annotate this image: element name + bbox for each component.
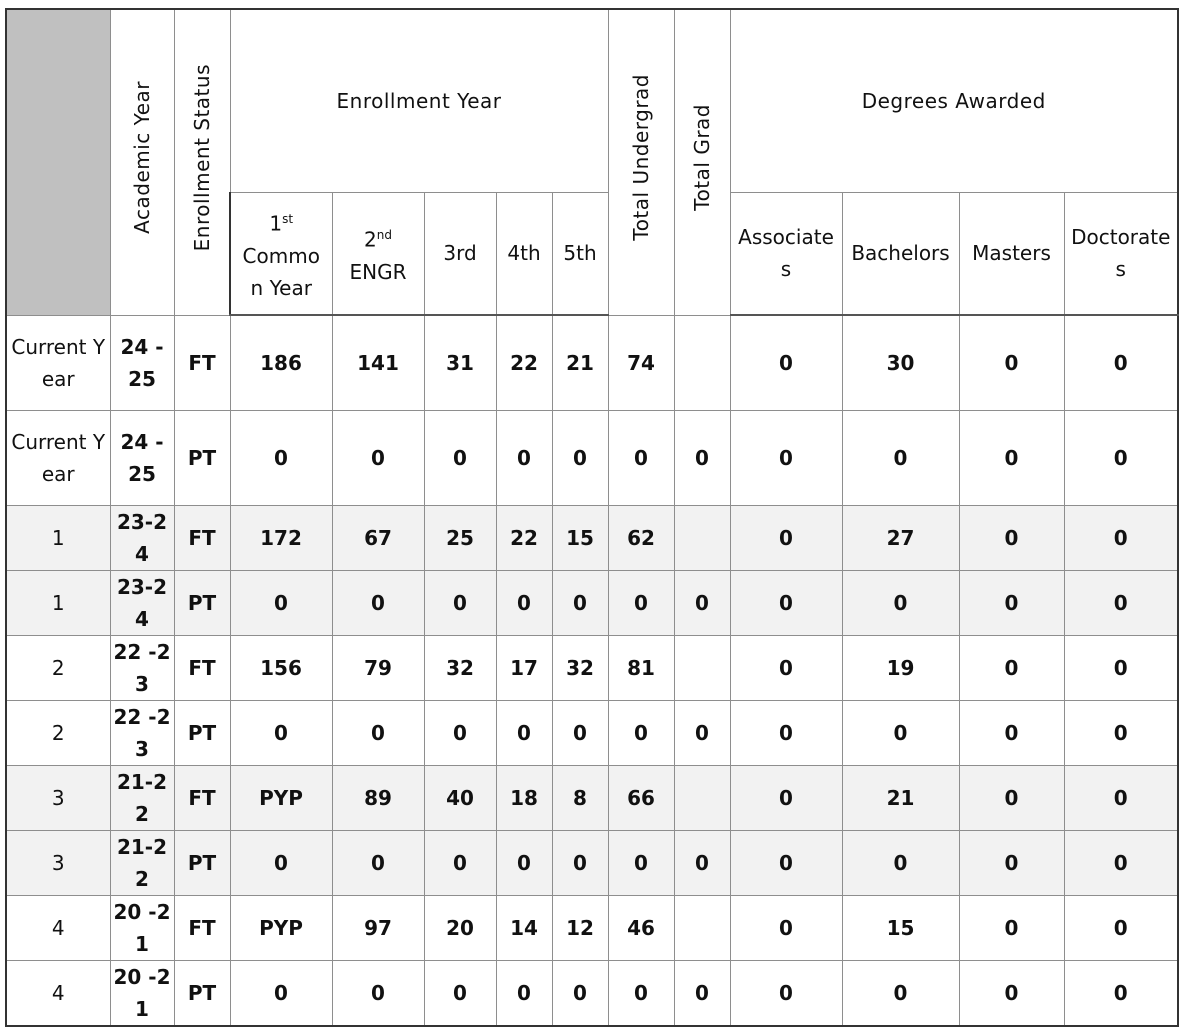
row-academic-year: 20 -21 xyxy=(110,960,174,1026)
cell-year3: 32 xyxy=(424,635,496,700)
doctorates-header: Doctorates xyxy=(1064,192,1178,315)
cell-associates: 0 xyxy=(730,410,842,505)
row-status: FT xyxy=(174,635,230,700)
total-grad-header: Total Grad xyxy=(674,9,730,315)
cell-doctorates: 0 xyxy=(1064,505,1178,570)
cell-associates: 0 xyxy=(730,765,842,830)
cell-bachelors: 0 xyxy=(842,570,959,635)
cell-year3: 25 xyxy=(424,505,496,570)
cell-masters: 0 xyxy=(959,410,1064,505)
cell-year2: 0 xyxy=(332,410,424,505)
cell-doctorates: 0 xyxy=(1064,570,1178,635)
cell-total-grad xyxy=(674,505,730,570)
cell-year4: 17 xyxy=(496,635,552,700)
cell-year4: 14 xyxy=(496,895,552,960)
row-label: 2 xyxy=(6,700,110,765)
cell-year5: 0 xyxy=(552,960,608,1026)
cell-year3: 0 xyxy=(424,570,496,635)
cell-year3: 31 xyxy=(424,315,496,410)
row-academic-year: 23-24 xyxy=(110,505,174,570)
cell-year4: 0 xyxy=(496,700,552,765)
row-status: FT xyxy=(174,895,230,960)
cell-year3: 0 xyxy=(424,830,496,895)
cell-bachelors: 15 xyxy=(842,895,959,960)
cell-year3: 40 xyxy=(424,765,496,830)
cell-bachelors: 0 xyxy=(842,410,959,505)
cell-total-undergrad: 66 xyxy=(608,765,674,830)
cell-year4: 0 xyxy=(496,960,552,1026)
cell-year4: 22 xyxy=(496,315,552,410)
cell-year2: 89 xyxy=(332,765,424,830)
cell-year2: 0 xyxy=(332,830,424,895)
row-status: FT xyxy=(174,505,230,570)
cell-year2: 79 xyxy=(332,635,424,700)
fourth-year-header: 4th xyxy=(496,192,552,315)
cell-year2: 97 xyxy=(332,895,424,960)
cell-doctorates: 0 xyxy=(1064,410,1178,505)
cell-year4: 0 xyxy=(496,410,552,505)
academic-year-header: Academic Year xyxy=(110,9,174,315)
row-label: Current Year xyxy=(6,410,110,505)
enrollment-degrees-table xyxy=(5,8,1179,1027)
cell-total-grad xyxy=(674,765,730,830)
table-row xyxy=(6,505,1178,570)
cell-associates: 0 xyxy=(730,960,842,1026)
cell-associates: 0 xyxy=(730,315,842,410)
cell-bachelors: 0 xyxy=(842,960,959,1026)
cell-total-undergrad: 62 xyxy=(608,505,674,570)
row-status: FT xyxy=(174,765,230,830)
cell-total-grad: 0 xyxy=(674,700,730,765)
cell-year2: 0 xyxy=(332,570,424,635)
cell-year5: 32 xyxy=(552,635,608,700)
row-status: PT xyxy=(174,700,230,765)
cell-year5: 0 xyxy=(552,570,608,635)
cell-year1: 186 xyxy=(230,315,332,410)
cell-masters: 0 xyxy=(959,505,1064,570)
enrollment-year-header: Enrollment Year xyxy=(230,9,608,192)
row-label: 1 xyxy=(6,570,110,635)
cell-year5: 12 xyxy=(552,895,608,960)
enrollment-status-header: Enrollment Status xyxy=(174,9,230,315)
cell-year5: 15 xyxy=(552,505,608,570)
cell-associates: 0 xyxy=(730,895,842,960)
cell-year1: 0 xyxy=(230,960,332,1026)
cell-year1: 0 xyxy=(230,410,332,505)
cell-total-undergrad: 74 xyxy=(608,315,674,410)
cell-year1: 172 xyxy=(230,505,332,570)
cell-total-undergrad: 0 xyxy=(608,700,674,765)
cell-masters: 0 xyxy=(959,315,1064,410)
cell-year1: PYP xyxy=(230,895,332,960)
cell-bachelors: 27 xyxy=(842,505,959,570)
table-row xyxy=(6,410,1178,505)
row-label: 1 xyxy=(6,505,110,570)
cell-year5: 0 xyxy=(552,410,608,505)
cell-total-grad xyxy=(674,315,730,410)
cell-year5: 0 xyxy=(552,830,608,895)
cell-doctorates: 0 xyxy=(1064,765,1178,830)
cell-doctorates: 0 xyxy=(1064,635,1178,700)
cell-total-grad xyxy=(674,895,730,960)
cell-associates: 0 xyxy=(730,635,842,700)
row-academic-year: 23-24 xyxy=(110,570,174,635)
cell-doctorates: 0 xyxy=(1064,895,1178,960)
cell-total-grad: 0 xyxy=(674,410,730,505)
cell-year4: 18 xyxy=(496,765,552,830)
cell-doctorates: 0 xyxy=(1064,960,1178,1026)
cell-year4: 0 xyxy=(496,830,552,895)
row-academic-year: 22 -23 xyxy=(110,700,174,765)
fifth-year-header: 5th xyxy=(552,192,608,315)
cell-masters: 0 xyxy=(959,700,1064,765)
table-row xyxy=(6,315,1178,410)
cell-bachelors: 0 xyxy=(842,700,959,765)
row-label: 2 xyxy=(6,635,110,700)
cell-year1: 156 xyxy=(230,635,332,700)
cell-year1: PYP xyxy=(230,765,332,830)
cell-associates: 0 xyxy=(730,570,842,635)
cell-year1: 0 xyxy=(230,570,332,635)
row-academic-year: 21-22 xyxy=(110,830,174,895)
cell-masters: 0 xyxy=(959,830,1064,895)
row-academic-year: 24 - 25 xyxy=(110,410,174,505)
cell-total-undergrad: 81 xyxy=(608,635,674,700)
cell-year3: 0 xyxy=(424,960,496,1026)
cell-year5: 8 xyxy=(552,765,608,830)
cell-year3: 20 xyxy=(424,895,496,960)
second-year-header: 2nd ENGR xyxy=(332,192,424,315)
cell-masters: 0 xyxy=(959,570,1064,635)
cell-bachelors: 0 xyxy=(842,830,959,895)
table-row xyxy=(6,960,1178,1026)
row-academic-year: 21-22 xyxy=(110,765,174,830)
cell-year3: 0 xyxy=(424,700,496,765)
row-label: 4 xyxy=(6,895,110,960)
cell-total-undergrad: 0 xyxy=(608,410,674,505)
cell-total-undergrad: 46 xyxy=(608,895,674,960)
cell-year1: 0 xyxy=(230,830,332,895)
cell-bachelors: 30 xyxy=(842,315,959,410)
cell-total-grad: 0 xyxy=(674,570,730,635)
total-undergrad-header: Total Undergrad xyxy=(608,9,674,315)
corner-cell xyxy=(6,9,110,315)
cell-total-undergrad: 0 xyxy=(608,830,674,895)
row-status: FT xyxy=(174,315,230,410)
masters-header: Masters xyxy=(959,192,1064,315)
table-row xyxy=(6,895,1178,960)
row-academic-year: 22 -23 xyxy=(110,635,174,700)
row-label: 4 xyxy=(6,960,110,1026)
cell-bachelors: 21 xyxy=(842,765,959,830)
cell-year2: 0 xyxy=(332,700,424,765)
row-status: PT xyxy=(174,570,230,635)
table-row xyxy=(6,635,1178,700)
cell-associates: 0 xyxy=(730,700,842,765)
cell-bachelors: 19 xyxy=(842,635,959,700)
cell-total-grad xyxy=(674,635,730,700)
cell-year4: 0 xyxy=(496,570,552,635)
cell-total-grad: 0 xyxy=(674,960,730,1026)
row-academic-year: 24 - 25 xyxy=(110,315,174,410)
cell-associates: 0 xyxy=(730,505,842,570)
cell-year5: 21 xyxy=(552,315,608,410)
cell-masters: 0 xyxy=(959,895,1064,960)
cell-doctorates: 0 xyxy=(1064,315,1178,410)
row-status: PT xyxy=(174,960,230,1026)
cell-doctorates: 0 xyxy=(1064,830,1178,895)
row-status: PT xyxy=(174,410,230,505)
cell-year4: 22 xyxy=(496,505,552,570)
cell-masters: 0 xyxy=(959,635,1064,700)
table-row xyxy=(6,700,1178,765)
cell-total-undergrad: 0 xyxy=(608,570,674,635)
cell-year2: 0 xyxy=(332,960,424,1026)
cell-total-undergrad: 0 xyxy=(608,960,674,1026)
associates-header: Associates xyxy=(730,192,842,315)
cell-associates: 0 xyxy=(730,830,842,895)
cell-doctorates: 0 xyxy=(1064,700,1178,765)
row-label: Current Year xyxy=(6,315,110,410)
cell-year2: 67 xyxy=(332,505,424,570)
row-academic-year: 20 -21 xyxy=(110,895,174,960)
table-row xyxy=(6,570,1178,635)
bachelors-header: Bachelors xyxy=(842,192,959,315)
cell-masters: 0 xyxy=(959,765,1064,830)
third-year-header: 3rd xyxy=(424,192,496,315)
row-label: 3 xyxy=(6,765,110,830)
cell-year2: 141 xyxy=(332,315,424,410)
cell-total-grad: 0 xyxy=(674,830,730,895)
first-year-header: 1st Common Year xyxy=(230,192,332,315)
cell-masters: 0 xyxy=(959,960,1064,1026)
table-row xyxy=(6,830,1178,895)
cell-year3: 0 xyxy=(424,410,496,505)
cell-year1: 0 xyxy=(230,700,332,765)
degrees-awarded-header: Degrees Awarded xyxy=(730,9,1178,192)
cell-year5: 0 xyxy=(552,700,608,765)
table-row xyxy=(6,765,1178,830)
row-label: 3 xyxy=(6,830,110,895)
row-status: PT xyxy=(174,830,230,895)
